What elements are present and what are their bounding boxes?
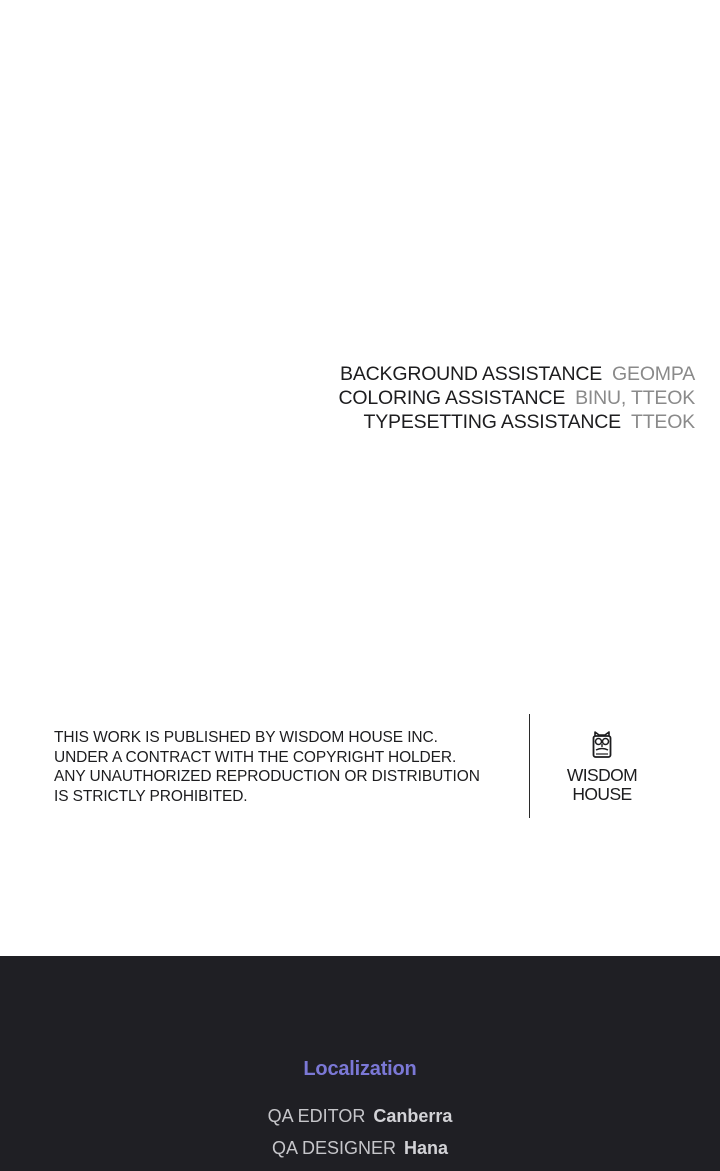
logo-wordmark-line-1: WISDOM: [566, 765, 638, 785]
credit-line-typesetting: [338, 410, 695, 434]
staff-line-qa-designer: [0, 1138, 720, 1159]
credit-line-background: [338, 362, 695, 386]
staff-role: QA DESIGNER: [271, 1138, 396, 1158]
credit-name: GEOMPA: [612, 363, 695, 385]
credit-role: TYPESETTING ASSISTANCE: [363, 411, 621, 433]
localization-footer: [0, 956, 720, 1171]
notice-line: UNDER A CONTRACT WITH THE COPYRIGHT HOLDER.: [54, 748, 457, 766]
logo-wordmark-line-2: HOUSE: [572, 784, 632, 804]
credit-role: COLORING ASSISTANCE: [338, 387, 566, 409]
credit-name: BINU, TTEOK: [575, 387, 695, 409]
credit-role: BACKGROUND ASSISTANCE: [340, 363, 603, 385]
staff-line-qa-editor: [0, 1106, 720, 1127]
publisher-logo: [555, 730, 649, 804]
owl-icon: [591, 730, 613, 760]
localization-title: Localization: [303, 1058, 417, 1080]
staff-name: Canberra: [373, 1106, 453, 1126]
notice-line: THIS WORK IS PUBLISHED BY WISDOM HOUSE INC.: [54, 729, 438, 746]
copyright-notice: [54, 728, 480, 806]
vertical-divider: [529, 714, 530, 818]
credit-line-coloring: [338, 386, 695, 410]
notice-line: ANY UNAUTHORIZED REPRODUCTION OR DISTRIBUTION: [54, 768, 480, 785]
credit-name: TTEOK: [630, 411, 695, 433]
staff-role: QA EDITOR: [267, 1106, 366, 1126]
assistance-credits: [338, 362, 695, 434]
staff-name: Hana: [404, 1138, 449, 1158]
notice-line: IS STRICTLY PROHIBITED.: [54, 787, 248, 805]
